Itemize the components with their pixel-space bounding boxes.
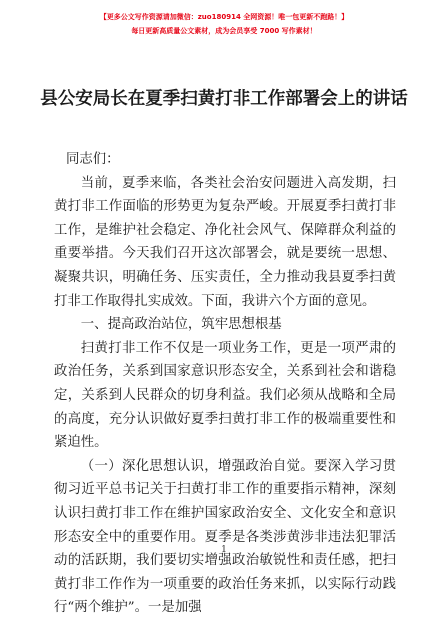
paragraph-intro: 当前，夏季来临，各类社会治安问题进入高发期，扫黄打非工作面临的形势更为复杂严峻。开展夏季扫黄打非工作，是维护社会稳定、净化社会风气、保障群众利益的重要举措。今天我们召开这次部署会，就是要统一思想、凝聚共识，明确任务、压实责任，全力推动我县夏季扫黄打非工作取得扎实成效。下面，我讲六个方面的意见。 — [54, 175, 396, 309]
paragraph-section-1: 扫黄打非工作不仅是一项业务工作，更是一项严肃的政治任务，关系到国家意识形态安全，关系到社会和谐稳定，关系到人民群众的切身利益。我们必须从战略和全局的高度，充分认识做好夏季扫黄打非工作的极端重要性和紧迫性。 — [54, 340, 396, 451]
page-number: 1 — [221, 545, 227, 555]
promo-banner-line-2: 每日更新高质量公文素材，成为会员享受 7000 写作素材！ — [131, 27, 317, 35]
promo-banner — [0, 10, 448, 38]
salutation: 同志们： — [66, 152, 120, 167]
document-title: 县公安局长在夏季扫黄打非工作部署会上的讲话 — [40, 89, 408, 109]
promo-banner-line-1: 【更多公文写作资源请加微信：zuo180914 全网资源！唯一包更新不跑路！】 — [99, 13, 349, 21]
section-heading-1: 一、提高政治站位，筑牢思想根基 — [80, 317, 282, 333]
paragraph-subsection-1: （一）深化思想认识，增强政治自觉。要深入学习贯彻习近平总书记关于扫黄打非工作的重要指示精神，深刻认识扫黄打非工作在维护国家政治安全、文化安全和意识形态安全中的重要作用。夏季是各类涉黄涉非违法犯罪活动的活跃期，我们要切实增强政治敏锐性和责任感，把扫黄打非工作作为一项重要的政治任务来抓，以实际行动践行“两个维护”。一是加强 — [54, 458, 396, 616]
